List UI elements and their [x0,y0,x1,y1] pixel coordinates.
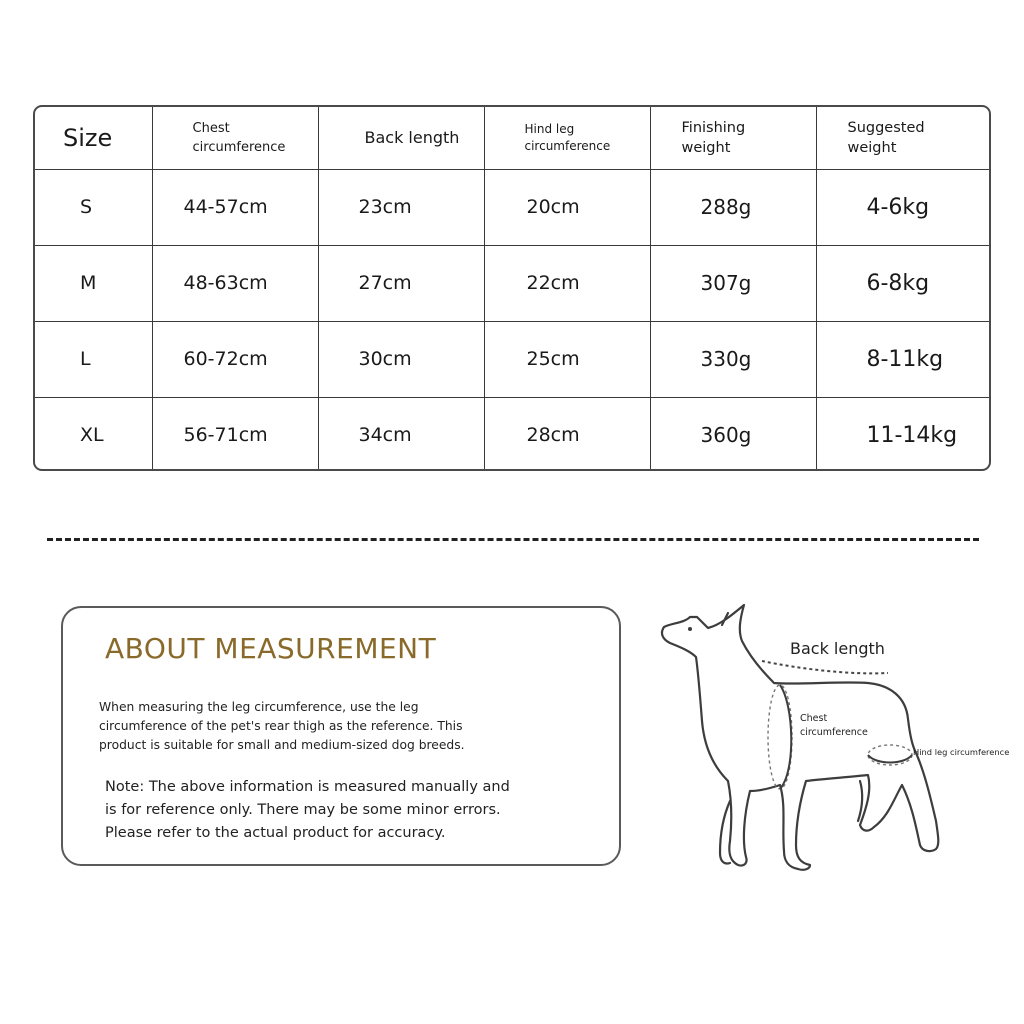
chest-label-line2: circumference [800,727,868,738]
about-note: Note: The above information is measured manually and is for reference only. There may be some minor errors. Please refer to the actual product for accuracy. [105,779,510,841]
cell-suggested: 6-8kg [816,245,989,321]
header-size: Size [35,107,152,169]
cell-finishing: 360g [650,397,816,471]
header-finishing-weight [650,107,816,169]
cell-back: 27cm [318,245,484,321]
cell-back: 34cm [318,397,484,471]
cell-size: S [35,169,152,245]
back-length-line [762,661,888,673]
table-header-row [35,107,989,169]
hind-leg-label: Hind leg circumference [913,747,1010,757]
header-suggested-line2: weight [847,139,897,156]
table-row [35,245,989,321]
back-length-label: Back length [790,639,885,658]
header-chest-line2: circumference [192,139,286,155]
cell-size: M [35,245,152,321]
header-chest-line1: Chest [192,120,230,136]
cell-size: XL [35,397,152,471]
cell-hind: 20cm [484,169,650,245]
dog-measurement-diagram [650,595,1020,885]
header-suggested-weight [816,107,989,169]
header-back-length: Back length [318,107,484,169]
about-measurement-box [61,606,621,866]
header-chest [152,107,318,169]
cell-finishing: 288g [650,169,816,245]
header-hind-line2: circumference [524,138,611,153]
about-description: When measuring the leg circumference, use the leg circumference of the pet's rear thigh as the reference. This product is suitable for small and medium-sized dog breeds. [99,700,465,752]
table-row [35,169,989,245]
header-hind-line1: Hind leg [524,121,575,136]
cell-hind: 22cm [484,245,650,321]
cell-suggested: 11-14kg [816,397,989,471]
chest-circumference-label [800,712,868,740]
cell-suggested: 8-11kg [816,321,989,397]
cell-chest: 44-57cm [152,169,318,245]
cell-finishing: 307g [650,245,816,321]
header-finishing-line2: weight [681,139,731,156]
cell-suggested: 4-6kg [816,169,989,245]
cell-chest: 56-71cm [152,397,318,471]
cell-back: 23cm [318,169,484,245]
header-finishing-line1: Finishing [681,119,746,136]
dashed-divider [47,538,979,541]
about-title: ABOUT MEASUREMENT [105,632,437,665]
cell-back: 30cm [318,321,484,397]
cell-hind: 25cm [484,321,650,397]
cell-chest: 48-63cm [152,245,318,321]
header-hind-leg [484,107,650,169]
header-suggested-line1: Suggested [847,119,925,136]
cell-finishing: 330g [650,321,816,397]
chest-label-line1: Chest [800,713,828,724]
table-row [35,397,989,471]
cell-hind: 28cm [484,397,650,471]
cell-size: L [35,321,152,397]
size-table [33,105,991,471]
table-row [35,321,989,397]
cell-chest: 60-72cm [152,321,318,397]
